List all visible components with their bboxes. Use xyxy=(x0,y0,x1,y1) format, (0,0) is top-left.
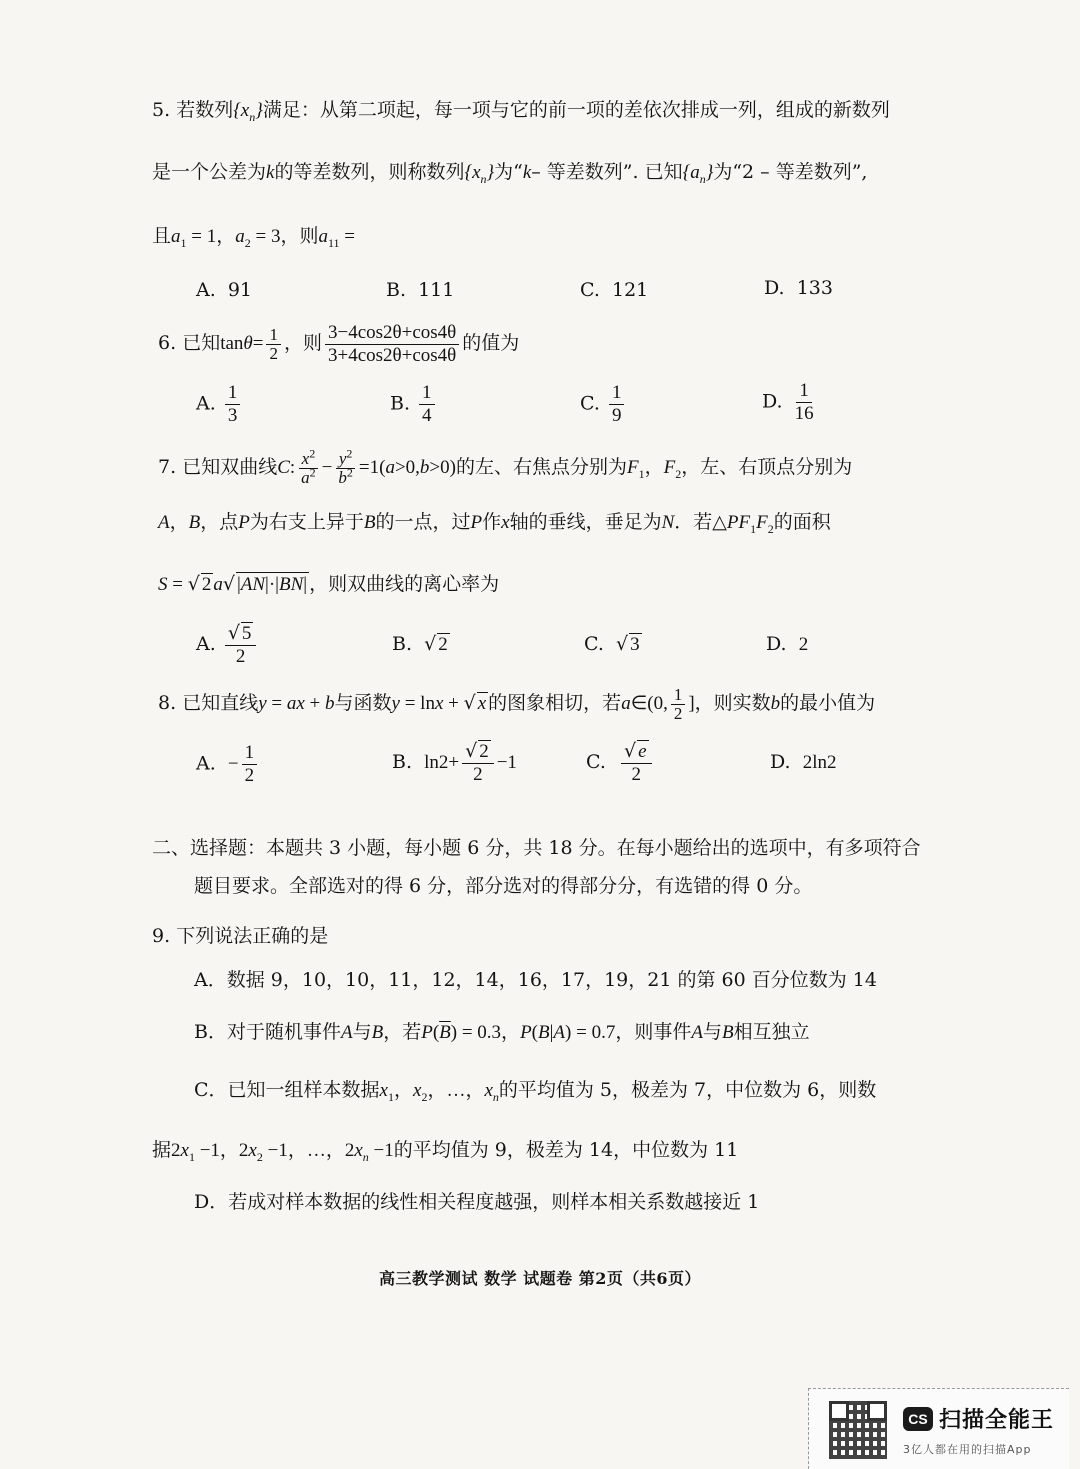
q7-option-c[interactable]: C. √ 3 xyxy=(584,633,640,655)
q7-line1: 7. 已知双曲线C: $\frac{x^2}{a^2}$ − $\frac{y^2}{b^2}$ =1(a>0,b>0)的左、右焦点分别为$F_1$，$F_2$，左、右顶点分别为 xyxy=(158,445,853,487)
q9-option-c-cont: 据$2x_1 -1$，$2x_2 -1$，…，$2x_n -1$的平均值为 9，极差为 14，中位数为 11 xyxy=(152,1139,739,1164)
scanner-tagline: 3亿人都在用的扫描App xyxy=(903,1443,1032,1456)
q5-option-a[interactable]: A. 91 xyxy=(196,279,253,301)
q9-option-c[interactable]: C．已知一组样本数据$x_1$，$x_2$，…，$x_n$的平均值为 5，极差为 7，中位数为 6，则数 xyxy=(194,1079,877,1104)
q5-line1: 5. 若数列$\{x_n\}$满足：从第二项起，每一项与它的前一项的差依次排成一列，组成的新数列 xyxy=(152,99,890,124)
q9-option-d[interactable]: D．若成对样本数据的线性相关程度越强，则样本相关系数越接近 1 xyxy=(194,1191,760,1213)
q9-option-a[interactable]: A．数据 9，10，10，11，12，14，16，17，19，21 的第 60 百分位数为 14 xyxy=(194,969,877,991)
q5-option-c[interactable]: C. 121 xyxy=(580,279,649,301)
q5-line3: 且$a_1 = 1$，$a_2 = 3$，则$a_{11}$ = xyxy=(152,225,355,250)
q7-option-a[interactable]: A. $\frac{√ 5}{2}$ xyxy=(196,622,259,668)
q9-number: 9. xyxy=(152,925,171,947)
q5-option-b[interactable]: B. 111 xyxy=(386,279,455,301)
q9-stem: 9. 下列说法正确的是 xyxy=(152,925,329,947)
q8-option-c[interactable]: C. $\frac{√ e}{2}$ xyxy=(586,740,655,786)
scanner-app-name: 扫描全能王 xyxy=(939,1408,1055,1433)
q6-option-b[interactable]: B. $\frac{1}{4}$ xyxy=(390,382,438,427)
q7-option-d[interactable]: D. 2 xyxy=(766,633,809,655)
q7-number: 7. xyxy=(158,456,177,478)
q8-option-b[interactable]: B. ln2+ $\frac{√ 2}{2}$ −1 xyxy=(392,740,517,785)
q6-option-d[interactable]: D. $\frac{1}{16}$ xyxy=(762,380,814,424)
q5-line2: 是一个公差为k的等差数列，则称数列$\{x_n\}$为“k– 等差数列”. 已知$\{a_n\}$为“2 – 等差数列”, xyxy=(152,161,868,186)
section2-line2: 题目要求。全部选对的得 6 分，部分选对的得部分分，有选错的得 0 分。 xyxy=(194,875,813,897)
q6-number: 6. xyxy=(158,332,177,354)
q6-option-c[interactable]: C. $\frac{1}{9}$ xyxy=(580,382,627,427)
q7-line2: A，B，点P为右支上异于B的一点，过P作x轴的垂线，垂足为N．若$\triangle PF_1F_2$的面积 xyxy=(158,511,831,536)
q5-option-d[interactable]: D. 133 xyxy=(764,277,833,299)
q5-number: 5. xyxy=(152,99,171,121)
q8-number: 8. xyxy=(158,692,177,714)
q9-option-b[interactable]: B．对于随机事件A与B，若$P(\overline{B}) = 0.3$，P(B|A) = 0.7，则事件A与B相互独立 xyxy=(194,1021,810,1043)
q6-line: 6. 已知tanθ= $\frac{1}{2}$ ，则 $\frac{3-4\cos 2\theta+\cos 4\theta}{3+4\cos 2\theta+\cos 4\theta}$ 的值为 xyxy=(158,321,520,366)
q7-line3: S = √ 2 a√ |AN|·|BN| ，则双曲线的离心率为 xyxy=(158,573,500,595)
scanner-watermark xyxy=(808,1388,1069,1469)
q7-option-b[interactable]: B. √ 2 xyxy=(392,633,448,655)
q8-option-d[interactable]: D. 2ln2 xyxy=(770,751,837,773)
q8-line: 8. 已知直线y = ax + b与函数y = lnx + √ x 的图象相切，若a∈(0, $\frac{1}{2}$ ]，则实数b的最小值为 xyxy=(158,684,876,723)
q6-option-a[interactable]: A. $\frac{1}{3}$ xyxy=(196,382,243,427)
qr-code-icon xyxy=(829,1401,887,1459)
cs-logo-icon: CS xyxy=(903,1407,933,1431)
q8-option-a[interactable]: A. − $\frac{1}{2}$ xyxy=(196,742,260,787)
section2-line1: 二、选择题：本题共 3 小题，每小题 6 分，共 18 分。在每小题给出的选项中，有多项符合 xyxy=(152,837,921,859)
page-footer: 高三教学测试 数学 试题卷 第2页（共6页） xyxy=(379,1269,701,1288)
